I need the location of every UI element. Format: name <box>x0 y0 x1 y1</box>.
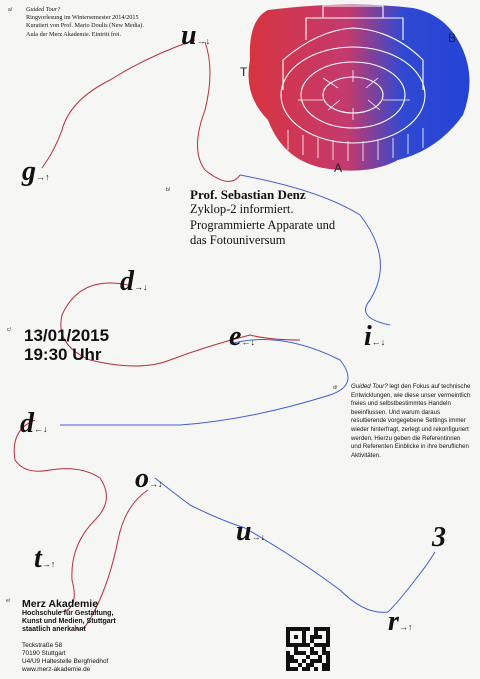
path-letter-o: o→↓ <box>135 463 163 494</box>
speaker-block <box>190 187 380 249</box>
description-block <box>351 383 471 460</box>
event-datetime <box>24 326 109 364</box>
talk-title-line-2: Programmierte Apparate und <box>190 217 336 232</box>
illustration-label-bottom: A <box>334 161 343 175</box>
path-letter-u1: u→↓ <box>181 20 211 51</box>
speaker-name: Prof. Sebastian Denz <box>190 187 306 202</box>
path-letter-i: i←↓ <box>364 321 386 352</box>
intro-title: Guided Tour? <box>26 6 61 13</box>
marker-b: b/ <box>166 187 171 193</box>
institution-sub-2: Kunst und Medien, Stuttgart <box>22 618 116 626</box>
path-letter-d2: d←↓ <box>20 408 48 439</box>
address-city: 70190 Stuttgart <box>22 649 66 657</box>
path-letter-r: r→↑ <box>388 606 413 637</box>
path-letter-3: 3 <box>432 522 446 553</box>
marker-a: a/ <box>8 7 13 13</box>
intro-line-2: Kuratiert von Prof. Mario Doulis (New Media). <box>26 22 144 30</box>
talk-title-line-3: das Fotouniversum <box>190 233 286 247</box>
talk-title-line-1: Zyklop-2 informiert. <box>190 202 294 216</box>
qr-code[interactable] <box>286 627 330 671</box>
institution-sub-1: Hochschule für Gestaltung, <box>22 610 114 617</box>
marker-c: c/ <box>7 327 11 333</box>
institution-name: Merz Akademie <box>22 598 99 610</box>
path-letter-u2: u→↓ <box>236 516 266 547</box>
illustration-label-right: B <box>448 31 457 45</box>
path-letter-d1: d→↓ <box>120 266 148 297</box>
intro-line-3: Aula der Merz Akademie. Eintritt frei. <box>26 30 122 38</box>
institution-sub-3: staatlich anerkannt <box>22 626 86 634</box>
illustration-label-left: T <box>240 65 248 79</box>
description-lead: Guided Tour? <box>351 383 388 390</box>
marker-d: d/ <box>333 385 338 391</box>
marker-e: e/ <box>6 598 11 604</box>
website-link[interactable]: www.merz-akademie.de <box>22 666 91 674</box>
path-letter-e: e←↓ <box>229 321 255 352</box>
event-time: 19:30 Uhr <box>24 345 102 364</box>
institution-block <box>22 598 182 674</box>
address-street: Teckstraße 58 <box>22 641 63 649</box>
path-letter-t: t→↑ <box>34 543 56 574</box>
path-letter-g: g→↑ <box>22 156 50 187</box>
event-date: 13/01/2015 <box>24 326 110 345</box>
description-text: legt den Fokus auf technische Entwicklungen, wie diese unser vermeintlich freies und selbstbestimmtes Handeln beeinflussen. Und warum daraus resultierende vorgegebene Settings immer wieder hinterfragt, zerlegt und rekonfiguriert werden. Hierzu geben die Referentinnen und Referenten Einblicke in ihre beruflichen Aktivitäten. <box>351 383 471 459</box>
address-transit: U4/U9 Haltestelle Bergfriedhof <box>22 658 109 666</box>
intro-line-1: Ringvorlesung im Wintersemester 2014/2015 <box>26 14 139 22</box>
